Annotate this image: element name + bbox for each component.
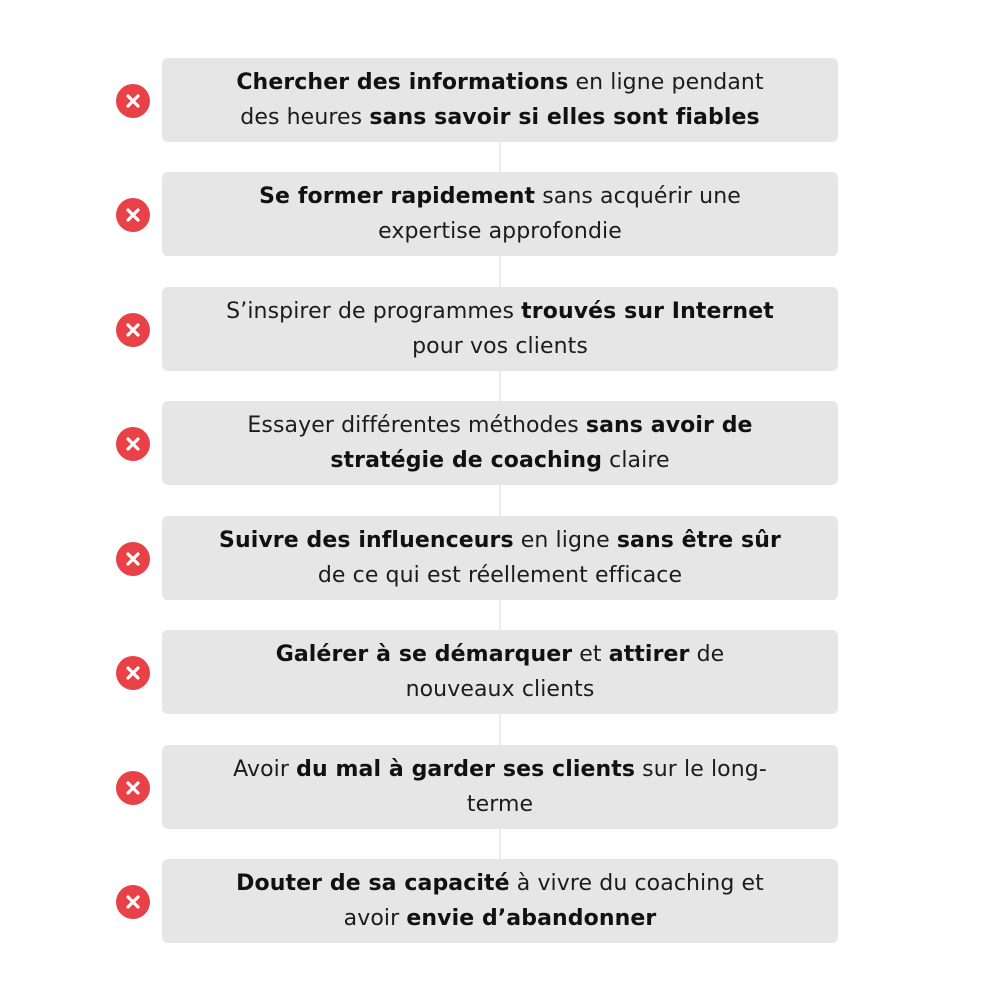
text-segment: pour vos clients <box>412 334 588 359</box>
x-circle-icon <box>116 656 150 690</box>
pain-point-item <box>0 287 1000 371</box>
text-segment: Essayer différentes méthodes <box>247 413 586 438</box>
text-segment: avoir <box>343 906 407 931</box>
pain-point-text <box>236 866 764 936</box>
text-segment: à vivre du coaching et <box>509 871 764 896</box>
text-segment: claire <box>602 448 670 473</box>
bold-text-segment: envie d’abandonner <box>406 906 657 931</box>
text-segment: des heures <box>240 105 370 130</box>
x-circle-icon <box>116 771 150 805</box>
pain-point-item <box>0 401 1000 485</box>
pain-point-card <box>162 859 838 943</box>
text-segment: Avoir <box>233 757 297 782</box>
pain-point-text <box>247 408 752 478</box>
pain-point-item <box>0 745 1000 829</box>
bold-text-segment: Galérer à se démarquer <box>275 642 573 667</box>
pain-point-text <box>219 523 781 593</box>
text-segment: de <box>689 642 725 667</box>
text-segment: de ce qui est réellement efficace <box>317 563 683 588</box>
bold-text-segment: sans être sûr <box>616 528 781 553</box>
bold-text-segment: Chercher des informations <box>236 70 569 95</box>
pain-point-item <box>0 58 1000 142</box>
pain-point-item <box>0 859 1000 943</box>
bold-text-segment: Douter de sa capacité <box>236 871 510 896</box>
bold-text-segment: Suivre des influenceurs <box>219 528 514 553</box>
pain-point-card <box>162 287 838 371</box>
text-segment: et <box>572 642 609 667</box>
text-segment: terme <box>466 792 534 817</box>
bold-text-segment: attirer <box>608 642 690 667</box>
text-segment: sans acquérir une <box>535 184 741 209</box>
pain-point-card <box>162 172 838 256</box>
text-segment: en ligne <box>513 528 617 553</box>
pain-point-card <box>162 401 838 485</box>
text-segment: en ligne pendant <box>568 70 764 95</box>
pain-point-item <box>0 516 1000 600</box>
x-circle-icon <box>116 198 150 232</box>
bold-text-segment: du mal à garder ses clients <box>296 757 636 782</box>
bold-text-segment: trouvés sur Internet <box>521 299 774 324</box>
text-segment: sur le long- <box>635 757 767 782</box>
text-segment: expertise approfondie <box>378 219 622 244</box>
x-circle-icon <box>116 427 150 461</box>
bold-text-segment: sans avoir de <box>585 413 753 438</box>
pain-point-text <box>236 65 763 135</box>
pain-point-text <box>233 752 767 822</box>
pain-point-item <box>0 172 1000 256</box>
bold-text-segment: stratégie de coaching <box>330 448 603 473</box>
pain-point-text <box>276 637 725 707</box>
pain-point-item <box>0 630 1000 714</box>
pain-point-text <box>226 294 774 364</box>
x-circle-icon <box>116 84 150 118</box>
x-circle-icon <box>116 542 150 576</box>
pain-point-card <box>162 745 838 829</box>
pain-point-card <box>162 58 838 142</box>
pain-point-card <box>162 516 838 600</box>
pain-point-text <box>259 179 741 249</box>
x-circle-icon <box>116 885 150 919</box>
bold-text-segment: Se former rapidement <box>259 184 536 209</box>
x-circle-icon <box>116 313 150 347</box>
text-segment: nouveaux clients <box>405 677 595 702</box>
text-segment: S’inspirer de programmes <box>226 299 522 324</box>
pain-point-card <box>162 630 838 714</box>
bold-text-segment: sans savoir si elles sont fiables <box>369 105 760 130</box>
